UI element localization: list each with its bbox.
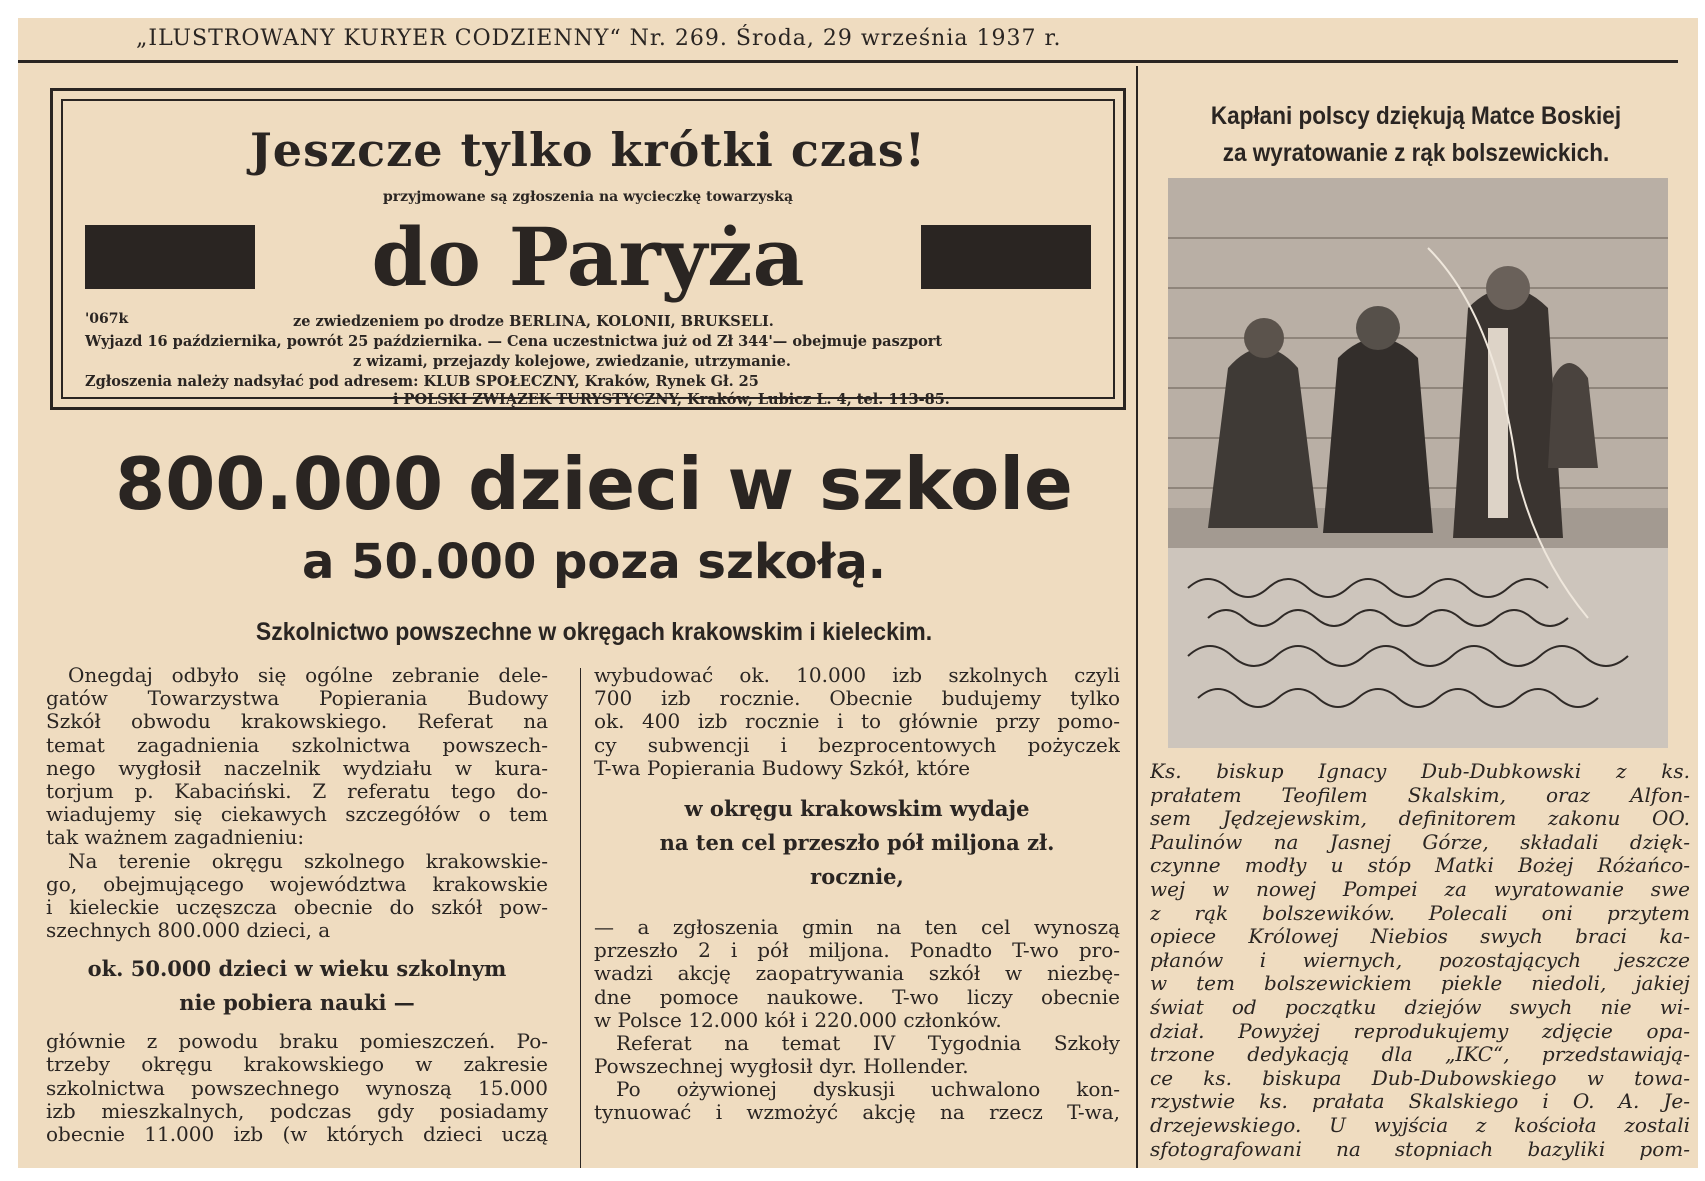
subheadline: Szkolnictwo powszechne w okręgach krakowskim i kieleckim. <box>255 618 933 646</box>
caption-line: opiece Królowej Niebios swych braci ka- <box>1150 925 1690 949</box>
caption-line: rzystwie ks. prałata Skalskiego i O. A. Je- <box>1150 1090 1690 1114</box>
caption-line: Paulinów na Jasnej Górze, składali dzięk- <box>1150 830 1690 854</box>
article-highlight: w okręgu krakowskim wydaje <box>684 795 1030 821</box>
caption-line: prałatem Teofilem Skalskim, oraz Alfon- <box>1150 783 1690 807</box>
caption-line: dział. Powyżej reprodukujemy zdjęcie opa- <box>1150 1019 1690 1043</box>
article-line: tak ważnem zagadnieniu: <box>46 826 305 850</box>
masthead-rule <box>18 60 1678 63</box>
article-highlight: na ten cel przeszło pół miljona zł. <box>659 829 1055 855</box>
article-line: Powszechnej wygłosił dyr. Hollender. <box>594 1055 969 1079</box>
photo-title-line: za wyratowanie z rąk bolszewickich. <box>1222 139 1610 167</box>
article-highlight: ok. 50.000 dzieci w wieku szkolnym <box>87 956 507 982</box>
article-line: gatów Towarzystwa Popierania Budowy <box>46 687 548 711</box>
article-line: torjum p. Kabaciński. Z referatu tego do- <box>46 779 548 803</box>
article-line: trzeby okręgu krakowskiego w zakresie <box>46 1053 548 1077</box>
photo-story-title <box>1173 98 1659 172</box>
article-line: dne pomoce naukowe. T-wo liczy obecnie <box>594 985 1120 1009</box>
article-line: i kieleckie uczęszcza obecnie do szkół pow- <box>46 895 548 919</box>
caption-line: sem Jędzejewskim, definitorem zakonu OO. <box>1150 807 1690 831</box>
column-rule <box>1136 66 1138 1168</box>
ad-line-3: z wizami, przejazdy kolejowe, zwiedzanie, utrzymanie. <box>353 353 791 370</box>
secondary-headline: a 50.000 poza szkołą. <box>302 534 886 590</box>
article-line: Szkół obwodu krakowskiego. Referat na <box>46 710 548 734</box>
caption-line: świat od początku dziejów swych nie wi- <box>1150 995 1690 1019</box>
article-highlight: rocznie, <box>810 863 904 889</box>
ad-line-1: ze zwiedzeniem po drodze BERLINA, KOLONII, BRUKSELI. <box>293 313 774 330</box>
masthead: „ILUSTROWANY KURYER CODZIENNY“ Nr. 269. Środa, 29 września 1937 r. <box>136 26 1062 51</box>
article-line: Po ożywionej dyskusji uchwalono kon- <box>616 1078 1120 1102</box>
article-line: wiadujemy się ciekawych szczegółów o tem <box>46 803 548 827</box>
article-highlight: nie pobiera nauki — <box>179 990 415 1016</box>
photo-title-line: Kapłani polscy dziękują Matce Boskiej <box>1210 102 1622 130</box>
article-line: głównie z powodu braku pomieszczeń. Po- <box>46 1030 548 1054</box>
ad-code: '067k <box>85 311 129 327</box>
ad-line-4: Zgłoszenia należy nadsyłać pod adresem: KLUB SPOŁECZNY, Kraków, Rynek Gł. 25 <box>85 373 759 390</box>
caption-line: Ks. biskup Ignacy Dub-Dubkowski z ks. <box>1150 760 1690 783</box>
article-line: ok. 400 izb rocznie i to głównie przy pomo- <box>594 710 1120 734</box>
article-line: — a zgłoszenia gmin na ten cel wynoszą <box>594 915 1120 939</box>
article-line: wybudować ok. 10.000 izb szkolnych czyli <box>594 664 1120 687</box>
article-column-rule <box>580 668 581 1168</box>
caption-line: wej w nowej Pompei za wyratowanie swe <box>1150 877 1690 901</box>
ad-line-5: i POLSKI ZWIĄZEK TURYSTYCZNY, Kraków, Lubicz L. 4, tel. 113-85. <box>393 391 950 408</box>
advertisement <box>50 88 1126 410</box>
article-line: Referat na temat IV Tygodnia Szkoły <box>616 1031 1120 1055</box>
article-line: obecnie 11.000 izb (w których dzieci uczą <box>46 1123 548 1146</box>
ad-destination: do Paryża <box>371 210 805 304</box>
caption-line: drzejewskiego. U wyjścia z kościoła zostali <box>1150 1113 1690 1137</box>
priests-photo <box>1168 178 1668 748</box>
article-line: wadzi akcję zaopatrywania szkół w niezbę- <box>594 962 1120 986</box>
ad-inner-border <box>61 99 1115 408</box>
article-line: Onegdaj odbyło się ogólne zebranie dele- <box>68 664 548 687</box>
caption-line: sfotografowani na stopniach bazyliki pom- <box>1150 1137 1690 1161</box>
ad-title: Jeszcze tylko krótki czas! <box>250 123 926 177</box>
article-line: T-wa Popierania Budowy Szkół, które <box>594 756 971 780</box>
caption-line: czynne modły u stóp Matki Bożej Różańco- <box>1150 854 1690 878</box>
newspaper-page <box>18 18 1698 1168</box>
article-line: tynuować i wzmożyć akcję na rzecz T-wa, <box>594 1101 1120 1125</box>
ad-subtitle: przyjmowane są zgłoszenia na wycieczkę towarzyską <box>382 189 794 205</box>
ad-line-2: Wyjazd 16 października, powrót 25 października. — Cena uczestnictwa już od Zł 344'— obejmuje paszport <box>85 333 943 350</box>
article-column-1 <box>46 664 548 1146</box>
main-headline: 800.000 dzieci w szkole <box>115 442 1073 526</box>
caption-line: ce ks. biskupa Dub-Dubowskiego w towa- <box>1150 1066 1690 1090</box>
article-line: go, obejmującego województwa krakowskie <box>46 872 548 896</box>
caption-line: z rąk bolszewików. Polecali oni przytem <box>1150 901 1690 925</box>
photo-caption <box>1150 760 1690 1161</box>
photo-illustration <box>1168 178 1668 748</box>
article-line: izb mieszkalnych, podczas gdy posiadamy <box>46 1099 548 1123</box>
article-line: szechnych 800.000 dzieci, a <box>46 919 331 943</box>
article-line: w Polsce 12.000 kół i 220.000 członków. <box>594 1008 1002 1032</box>
article-line: nego wygłosił naczelnik wydziału w kura- <box>46 756 548 780</box>
caption-line: trzone dedykacją dla „IKC“, przedstawiają- <box>1150 1043 1690 1067</box>
article-line: szkolnictwa powszechnego wynoszą 15.000 <box>46 1076 548 1100</box>
article-line: 700 izb rocznie. Obecnie budujemy tylko <box>594 687 1120 711</box>
article-line: cy subwencji i bezprocentowych pożyczek <box>594 733 1120 757</box>
caption-line: płanów i wiernych, pozostających jeszcze <box>1150 948 1690 972</box>
article-column-2 <box>594 664 1120 1125</box>
caption-line: w tem bolszewickiem piekle niedoli, jakiej <box>1150 972 1690 996</box>
article-line: przeszło 2 i pół miljona. Ponadto T-wo pro- <box>594 939 1120 963</box>
article-line: temat zagadnienia szkolnictwa powszech- <box>46 733 548 757</box>
article-line: Na terenie okręgu szkolnego krakowskie- <box>68 849 548 873</box>
